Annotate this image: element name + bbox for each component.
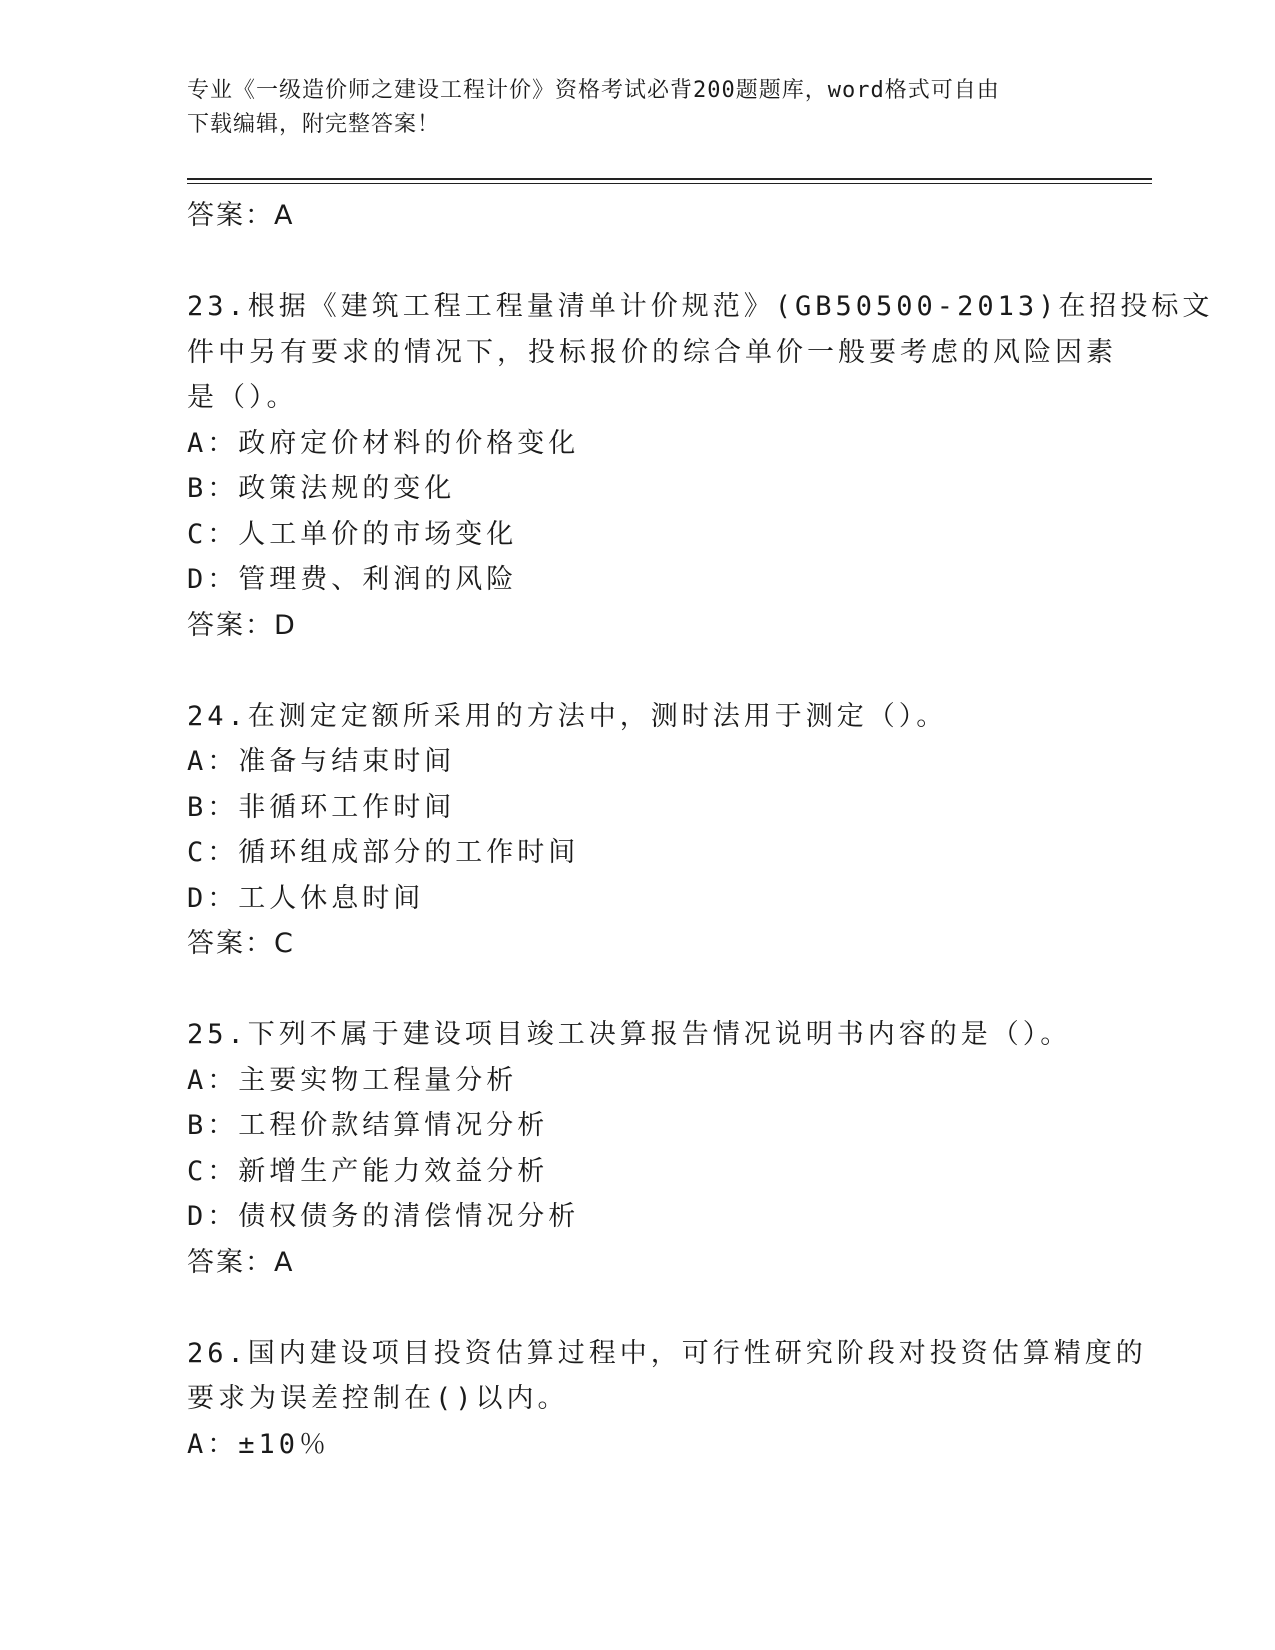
option-c: C：新增生产能力效益分析 xyxy=(187,1155,549,1187)
option-d: D：管理费、利润的风险 xyxy=(187,564,518,595)
question-text: 24.在测定定额所采用的方法中，测时法用于测定（）。 xyxy=(187,700,948,732)
option-b: B：非循环工作时间 xyxy=(187,791,456,823)
question-block xyxy=(187,1012,1087,1285)
option-a: A：±10％ xyxy=(187,1428,331,1460)
option-d: D：工人休息时间 xyxy=(187,882,425,914)
header-line: 专业《一级造价师之建设工程计价》资格考试必背200题题库，word格式可自由 xyxy=(187,78,1000,103)
option-a: A：准备与结束时间 xyxy=(187,746,456,777)
header-rule xyxy=(187,183,1152,184)
answer-line: 答案：A xyxy=(187,1246,295,1278)
option-b: B：工程价款结算情况分析 xyxy=(187,1110,549,1141)
option-a: A：主要实物工程量分析 xyxy=(187,1064,518,1096)
header-line: 下载编辑，附完整答案！ xyxy=(187,112,441,137)
question-block xyxy=(187,1331,1147,1468)
option-b: B：政策法规的变化 xyxy=(187,473,456,504)
option-c: C：人工单价的市场变化 xyxy=(187,518,518,550)
question-block xyxy=(187,284,1214,648)
spacer xyxy=(187,1285,1087,1331)
answer-line: 答案：C xyxy=(187,928,295,959)
spacer xyxy=(187,648,1087,694)
question-list xyxy=(187,193,1214,1467)
page-header xyxy=(187,74,1067,142)
question-text: 是（）。 xyxy=(187,382,298,413)
question-text: 要求为误差控制在()以内。 xyxy=(187,1383,569,1414)
answer-line: 答案：D xyxy=(187,609,297,641)
header-rule xyxy=(187,178,1152,180)
option-d: D：债权债务的清偿情况分析 xyxy=(187,1201,580,1232)
question-text: 25.下列不属于建设项目竣工决算报告情况说明书内容的是（）。 xyxy=(187,1019,1072,1050)
spacer xyxy=(187,239,1087,285)
option-c: C：循环组成部分的工作时间 xyxy=(187,837,580,868)
answer-line: 答案：A xyxy=(187,200,295,231)
question-block xyxy=(187,694,1087,967)
spacer xyxy=(187,967,1087,1013)
question-text: 23.根据《建筑工程工程量清单计价规范》(GB50500-2013)在招投标文 xyxy=(187,291,1214,322)
option-a: A：政府定价材料的价格变化 xyxy=(187,427,580,459)
question-text: 件中另有要求的情况下，投标报价的综合单价一般要考虑的风险因素 xyxy=(187,336,1117,368)
question-text: 26.国内建设项目投资估算过程中，可行性研究阶段对投资估算精度的 xyxy=(187,1337,1147,1369)
